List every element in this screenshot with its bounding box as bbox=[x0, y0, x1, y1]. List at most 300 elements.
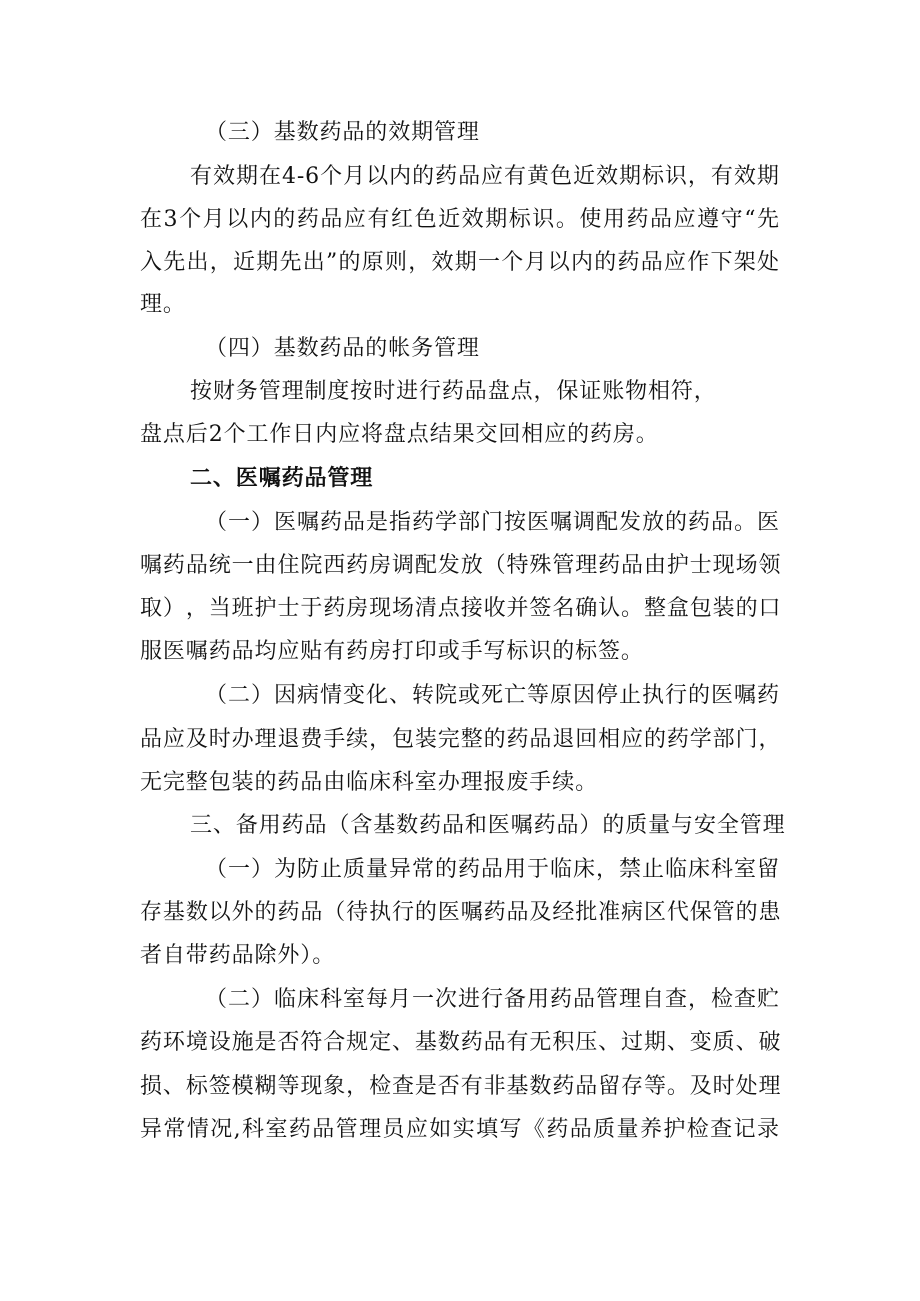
paragraph-line: 盘点后2个工作日内应将盘点结果交回相应的药房。 bbox=[140, 422, 659, 447]
text-glyph: 数 bbox=[185, 900, 209, 925]
text-glyph: 亡 bbox=[504, 683, 527, 708]
text-glyph: 经 bbox=[552, 900, 576, 925]
text-glyph: 药 bbox=[458, 857, 481, 882]
text-glyph: 则 bbox=[385, 250, 408, 275]
text-glyph: 的 bbox=[483, 727, 507, 752]
text-glyph: 效 bbox=[595, 164, 619, 189]
text-glyph: 黄 bbox=[527, 164, 550, 189]
text-glyph: 学 bbox=[435, 510, 458, 535]
text-glyph: ” bbox=[326, 250, 339, 275]
text-glyph: 盒 bbox=[666, 596, 690, 621]
text-glyph: 理 bbox=[762, 813, 786, 838]
text-glyph: 检 bbox=[686, 1117, 710, 1142]
text-glyph: 执 bbox=[369, 900, 392, 925]
text-glyph: 检 bbox=[369, 1074, 392, 1099]
text-glyph: 用 bbox=[602, 207, 626, 232]
text-glyph: 《 bbox=[522, 1117, 546, 1142]
text-glyph: 包 bbox=[391, 727, 415, 752]
text-glyph: 品 bbox=[640, 250, 664, 275]
text-glyph: 药 bbox=[546, 1117, 570, 1142]
text-glyph: 行 bbox=[665, 683, 688, 708]
text-glyph: 的 bbox=[735, 596, 759, 621]
text-glyph: 续 bbox=[346, 727, 370, 752]
text-glyph: 数 bbox=[529, 1074, 553, 1099]
text-glyph: 的 bbox=[338, 250, 362, 275]
section-4-heading: （四）基数药品的帐务管理 bbox=[205, 336, 480, 361]
text-glyph: 基 bbox=[414, 1030, 438, 1055]
text-glyph: 月 bbox=[343, 164, 367, 189]
text-glyph: 死 bbox=[481, 683, 504, 708]
text-glyph: （ bbox=[205, 987, 228, 1012]
text-glyph: 在 bbox=[258, 164, 282, 189]
paragraph-line: 按财务管理制度按时进行药品盘点，保证账物相符， bbox=[190, 379, 717, 404]
text-glyph: 院 bbox=[435, 683, 458, 708]
text-glyph: 设 bbox=[208, 1030, 232, 1055]
text-glyph: 架 bbox=[733, 250, 757, 275]
text-glyph: 相 bbox=[598, 727, 622, 752]
text-glyph: ， bbox=[408, 250, 432, 275]
text-glyph: 变 bbox=[689, 1030, 713, 1055]
text-glyph: 如 bbox=[429, 1117, 453, 1142]
text-glyph: 一 bbox=[478, 250, 501, 275]
text-glyph: 效 bbox=[461, 207, 485, 232]
text-glyph: 执 bbox=[642, 683, 665, 708]
paragraph-line: 服医嘱药品均应贴有药房打印或手写标识的标签。 bbox=[140, 639, 644, 664]
text-glyph: 批 bbox=[575, 900, 599, 925]
text-glyph: 等 bbox=[277, 1074, 301, 1099]
text-glyph: 原 bbox=[550, 683, 573, 708]
text-glyph: 医 bbox=[437, 900, 461, 925]
text-glyph: 药 bbox=[483, 900, 507, 925]
text-glyph: 先 bbox=[279, 250, 303, 275]
text-glyph: 品 bbox=[711, 510, 734, 535]
text-glyph: 或 bbox=[458, 683, 481, 708]
text-glyph: 数 bbox=[437, 1030, 461, 1055]
text-glyph: ， bbox=[758, 727, 782, 752]
text-glyph: “ bbox=[744, 207, 757, 232]
text-glyph: 嘱 bbox=[140, 553, 163, 578]
text-glyph: 药 bbox=[757, 683, 780, 708]
text-glyph: 一 bbox=[231, 553, 255, 578]
text-glyph: 遵 bbox=[697, 207, 721, 232]
text-glyph: 药 bbox=[688, 510, 711, 535]
text-glyph: 床 bbox=[688, 857, 711, 882]
paragraph-line bbox=[205, 985, 780, 1015]
text-glyph: 自 bbox=[642, 987, 665, 1012]
text-glyph: 签 bbox=[529, 596, 553, 621]
text-glyph: ， bbox=[688, 987, 711, 1012]
text-glyph: 期 bbox=[485, 207, 509, 232]
text-glyph: 配 bbox=[596, 510, 619, 535]
chapter-3-heading bbox=[190, 811, 786, 841]
text-glyph: 应 bbox=[673, 207, 697, 232]
text-glyph: 以 bbox=[547, 250, 571, 275]
text-glyph: 月 bbox=[389, 987, 412, 1012]
text-glyph: 近 bbox=[233, 250, 256, 275]
text-glyph: 定 bbox=[369, 1030, 392, 1055]
text-glyph: 糊 bbox=[254, 1074, 278, 1099]
text-glyph: 药 bbox=[552, 1074, 576, 1099]
text-glyph: （ bbox=[327, 813, 351, 838]
text-glyph: 现 bbox=[712, 553, 736, 578]
text-glyph: 期 bbox=[454, 250, 478, 275]
text-glyph: 与 bbox=[671, 813, 694, 838]
text-glyph: 班 bbox=[231, 596, 255, 621]
text-glyph: 的 bbox=[643, 727, 667, 752]
text-glyph: 原 bbox=[361, 250, 385, 275]
text-glyph: 有 bbox=[190, 164, 213, 189]
text-glyph: ） bbox=[251, 987, 274, 1012]
text-glyph: 的 bbox=[735, 900, 759, 925]
text-glyph: 一 bbox=[228, 857, 251, 882]
text-glyph: 药 bbox=[460, 1030, 484, 1055]
text-glyph: 名 bbox=[552, 596, 576, 621]
text-glyph: 场 bbox=[391, 596, 415, 621]
text-glyph: 情 bbox=[186, 1117, 210, 1142]
text-glyph: 收 bbox=[483, 596, 507, 621]
text-glyph: 领 bbox=[758, 553, 782, 578]
text-glyph: 因 bbox=[274, 683, 297, 708]
text-glyph: 先 bbox=[163, 250, 187, 275]
text-glyph: 准 bbox=[598, 900, 622, 925]
text-glyph: 医 bbox=[757, 510, 780, 535]
paragraph-line bbox=[140, 1072, 780, 1102]
text-glyph: 非 bbox=[483, 1074, 507, 1099]
text-glyph: 员 bbox=[382, 1117, 406, 1142]
text-glyph: 查 bbox=[665, 987, 688, 1012]
text-glyph: 质 bbox=[343, 857, 366, 882]
text-glyph: 存 bbox=[140, 900, 163, 925]
text-glyph: 个 bbox=[501, 250, 525, 275]
text-glyph: 效 bbox=[431, 250, 455, 275]
text-glyph: 含 bbox=[350, 813, 374, 838]
text-glyph: 备 bbox=[235, 813, 259, 838]
text-glyph: 管 bbox=[739, 813, 763, 838]
text-glyph: 因 bbox=[573, 683, 596, 708]
text-glyph: 月 bbox=[524, 250, 548, 275]
paragraph-line bbox=[140, 898, 780, 928]
text-glyph: 学 bbox=[689, 727, 713, 752]
text-glyph: 防 bbox=[297, 857, 320, 882]
text-glyph: 质 bbox=[625, 813, 649, 838]
text-glyph: 品 bbox=[481, 857, 504, 882]
text-glyph: 由 bbox=[643, 553, 667, 578]
text-glyph: 品 bbox=[569, 1117, 593, 1142]
text-glyph: 用 bbox=[504, 857, 527, 882]
text-glyph: 品 bbox=[304, 813, 328, 838]
text-glyph: 标 bbox=[641, 164, 665, 189]
text-glyph: 品 bbox=[140, 727, 163, 752]
text-glyph: 。 bbox=[734, 510, 757, 535]
paragraph-line bbox=[205, 681, 780, 711]
text-glyph: ， bbox=[596, 857, 619, 882]
text-glyph: 嘱 bbox=[510, 813, 534, 838]
text-glyph: 留 bbox=[598, 1074, 622, 1099]
text-glyph: 科 bbox=[320, 987, 343, 1012]
text-glyph: 调 bbox=[573, 510, 596, 535]
text-glyph: 现 bbox=[369, 596, 392, 621]
text-glyph: 患 bbox=[758, 900, 782, 925]
text-glyph: 统 bbox=[208, 553, 232, 578]
text-glyph: 殊 bbox=[529, 553, 553, 578]
text-glyph: 理 bbox=[758, 1074, 782, 1099]
text-glyph: 品 bbox=[506, 900, 530, 925]
text-glyph: （ bbox=[483, 553, 507, 578]
text-glyph: 应 bbox=[343, 207, 367, 232]
text-glyph: 整 bbox=[460, 727, 484, 752]
text-glyph: 用 bbox=[527, 987, 550, 1012]
text-glyph: 放 bbox=[460, 553, 484, 578]
text-glyph: 签 bbox=[208, 1074, 232, 1099]
text-glyph: 近 bbox=[438, 207, 462, 232]
text-glyph: 退 bbox=[552, 727, 576, 752]
text-glyph: 装 bbox=[414, 727, 438, 752]
text-glyph: 品 bbox=[575, 1074, 599, 1099]
text-glyph: 并 bbox=[506, 596, 530, 621]
text-glyph: 代 bbox=[666, 900, 690, 925]
text-glyph: 作 bbox=[687, 250, 711, 275]
paragraph-line bbox=[140, 551, 780, 581]
text-glyph: 以 bbox=[208, 900, 232, 925]
text-glyph: 止 bbox=[320, 857, 343, 882]
text-glyph: 嘱 bbox=[734, 683, 757, 708]
text-glyph: ， bbox=[209, 250, 233, 275]
text-glyph: 的 bbox=[602, 813, 626, 838]
text-glyph: 规 bbox=[346, 1030, 370, 1055]
text-glyph: 符 bbox=[300, 1030, 324, 1055]
paragraph-line bbox=[140, 725, 780, 755]
text-glyph: 室 bbox=[343, 987, 366, 1012]
text-glyph: 次 bbox=[435, 987, 458, 1012]
text-glyph: 的 bbox=[412, 164, 435, 189]
text-glyph: 色 bbox=[550, 164, 573, 189]
text-glyph: （ bbox=[205, 683, 228, 708]
text-glyph: 药 bbox=[281, 813, 305, 838]
text-glyph: 药 bbox=[288, 1117, 312, 1142]
text-glyph: 理 bbox=[575, 553, 599, 578]
text-glyph: 识 bbox=[532, 207, 556, 232]
text-glyph: 。 bbox=[621, 596, 644, 621]
text-glyph: 床 bbox=[573, 857, 596, 882]
text-glyph: 药 bbox=[277, 900, 301, 925]
paragraph-line bbox=[205, 855, 780, 885]
text-glyph: 是 bbox=[414, 1074, 438, 1099]
text-glyph: 压 bbox=[575, 1030, 599, 1055]
text-glyph: 部 bbox=[712, 727, 736, 752]
text-glyph: 应 bbox=[481, 164, 504, 189]
paragraph-line bbox=[205, 508, 780, 538]
text-glyph: 的 bbox=[273, 207, 297, 232]
text-glyph: 二 bbox=[228, 683, 251, 708]
text-glyph: ） bbox=[251, 683, 274, 708]
text-glyph: 标 bbox=[185, 1074, 209, 1099]
text-glyph: 停 bbox=[596, 683, 619, 708]
text-glyph: 4-6 bbox=[281, 164, 321, 189]
text-glyph: 期 bbox=[643, 1030, 667, 1055]
text-glyph: 床 bbox=[297, 987, 320, 1012]
text-glyph: 先 bbox=[757, 207, 780, 232]
text-glyph: 临 bbox=[274, 987, 297, 1012]
text-glyph: 药 bbox=[296, 207, 320, 232]
text-glyph: 品 bbox=[556, 813, 580, 838]
text-glyph: 时 bbox=[208, 727, 232, 752]
text-glyph: （ bbox=[323, 900, 347, 925]
text-glyph: 确 bbox=[575, 596, 599, 621]
text-glyph: 入 bbox=[140, 250, 163, 275]
text-glyph: 理 bbox=[254, 727, 278, 752]
text-glyph: 整 bbox=[643, 596, 667, 621]
text-glyph: 变 bbox=[343, 683, 366, 708]
text-glyph: 取 bbox=[140, 596, 163, 621]
text-glyph: 期 bbox=[235, 164, 259, 189]
text-glyph: 品 bbox=[312, 1117, 336, 1142]
text-glyph: 时 bbox=[712, 1074, 736, 1099]
paragraph-line bbox=[140, 594, 780, 624]
text-glyph: 色 bbox=[414, 207, 438, 232]
text-glyph: 费 bbox=[300, 727, 324, 752]
text-glyph: 门 bbox=[481, 510, 504, 535]
section-3-heading: （三）基数药品的效期管理 bbox=[205, 120, 480, 145]
text-glyph: 基 bbox=[373, 813, 397, 838]
text-glyph: 红 bbox=[391, 207, 414, 232]
text-glyph: 基 bbox=[162, 900, 186, 925]
text-glyph: 以 bbox=[366, 164, 390, 189]
text-glyph: 二 bbox=[228, 987, 251, 1012]
text-glyph: 房 bbox=[346, 596, 370, 621]
text-glyph: 医 bbox=[527, 510, 550, 535]
text-glyph: 合 bbox=[323, 1030, 347, 1055]
text-glyph: 过 bbox=[621, 1030, 644, 1055]
text-glyph: 药 bbox=[435, 164, 458, 189]
text-glyph: 的 bbox=[435, 857, 458, 882]
text-glyph: 于 bbox=[300, 596, 324, 621]
text-glyph: 否 bbox=[437, 1074, 461, 1099]
text-glyph: 为 bbox=[274, 857, 297, 882]
text-glyph: 、 bbox=[666, 1030, 690, 1055]
text-glyph: 科 bbox=[711, 857, 734, 882]
text-glyph: 的 bbox=[254, 900, 278, 925]
text-glyph: 特 bbox=[506, 553, 530, 578]
text-glyph: 医 bbox=[487, 813, 511, 838]
text-glyph: 临 bbox=[550, 857, 573, 882]
text-glyph: 指 bbox=[389, 510, 412, 535]
text-glyph: ， bbox=[346, 1074, 370, 1099]
text-glyph: 全 bbox=[716, 813, 740, 838]
text-glyph: 每 bbox=[366, 987, 389, 1012]
text-glyph: 装 bbox=[712, 596, 736, 621]
text-glyph: 品 bbox=[320, 207, 344, 232]
text-glyph: 境 bbox=[185, 1030, 209, 1055]
text-glyph: 录 bbox=[756, 1117, 780, 1142]
text-glyph: 查 bbox=[391, 1074, 415, 1099]
text-glyph: 药 bbox=[162, 553, 186, 578]
text-glyph: 数 bbox=[396, 813, 420, 838]
text-glyph: 况 bbox=[210, 1117, 234, 1142]
text-glyph: 内 bbox=[249, 207, 273, 232]
text-glyph: 破 bbox=[758, 1030, 782, 1055]
text-glyph: 施 bbox=[231, 1030, 255, 1055]
text-glyph: 基 bbox=[506, 1074, 530, 1099]
text-glyph: 行 bbox=[481, 987, 504, 1012]
text-glyph: 、 bbox=[735, 1030, 759, 1055]
text-glyph: 区 bbox=[643, 900, 667, 925]
text-glyph: 3 bbox=[163, 207, 179, 232]
text-glyph: ） bbox=[251, 510, 274, 535]
text-glyph: 实 bbox=[452, 1117, 476, 1142]
text-glyph: 存 bbox=[621, 1074, 644, 1099]
text-glyph: 嘱 bbox=[297, 510, 320, 535]
text-glyph: 有 bbox=[504, 164, 527, 189]
text-glyph: 贮 bbox=[757, 987, 780, 1012]
text-glyph: 填 bbox=[476, 1117, 499, 1142]
text-glyph: 品 bbox=[441, 813, 465, 838]
text-glyph: 放 bbox=[642, 510, 665, 535]
text-glyph: 等 bbox=[527, 683, 550, 708]
text-glyph: 院 bbox=[300, 553, 324, 578]
text-glyph: 外 bbox=[231, 900, 255, 925]
text-glyph: 的 bbox=[665, 510, 688, 535]
paragraph-line: 者自带药品除外）。 bbox=[140, 943, 336, 968]
text-glyph: 药 bbox=[550, 987, 573, 1012]
paragraph-line bbox=[140, 1115, 780, 1145]
text-glyph: 手 bbox=[323, 727, 347, 752]
text-glyph: 管 bbox=[712, 900, 736, 925]
text-glyph: 三 bbox=[190, 813, 213, 838]
text-glyph: 转 bbox=[412, 683, 435, 708]
text-glyph: 异 bbox=[140, 1117, 163, 1142]
text-glyph: 查 bbox=[710, 1117, 734, 1142]
text-glyph: 质 bbox=[593, 1117, 617, 1142]
text-glyph: 的 bbox=[688, 683, 711, 708]
chapter-2-heading: 二、医嘱药品管理 bbox=[190, 466, 374, 491]
text-glyph: 的 bbox=[594, 250, 618, 275]
text-glyph: 等 bbox=[643, 1074, 667, 1099]
text-glyph: 配 bbox=[414, 553, 438, 578]
text-glyph: 及 bbox=[529, 900, 553, 925]
text-glyph: 出 bbox=[302, 250, 326, 275]
text-glyph: 保 bbox=[689, 900, 713, 925]
text-glyph: 医 bbox=[274, 510, 297, 535]
text-glyph: 品 bbox=[343, 510, 366, 535]
text-glyph: 药 bbox=[320, 510, 343, 535]
text-glyph: , bbox=[233, 1117, 242, 1142]
text-glyph: ， bbox=[185, 596, 209, 621]
text-glyph: 有 bbox=[506, 1030, 530, 1055]
text-glyph: 于 bbox=[527, 857, 550, 882]
text-glyph: 回 bbox=[575, 727, 599, 752]
text-glyph: 品 bbox=[458, 164, 481, 189]
text-glyph: 处 bbox=[735, 1074, 759, 1099]
text-glyph: 管 bbox=[596, 987, 619, 1012]
text-glyph: 认 bbox=[598, 596, 622, 621]
text-glyph: 守 bbox=[720, 207, 744, 232]
text-glyph: 无 bbox=[529, 1030, 553, 1055]
text-glyph: 发 bbox=[437, 553, 461, 578]
text-glyph: 和 bbox=[464, 813, 488, 838]
text-glyph: 应 bbox=[664, 250, 687, 275]
text-glyph: 止 bbox=[642, 857, 665, 882]
text-glyph: 出 bbox=[186, 250, 210, 275]
text-glyph: 常 bbox=[412, 857, 435, 882]
text-glyph: 科 bbox=[242, 1117, 265, 1142]
text-glyph: 有 bbox=[367, 207, 391, 232]
text-glyph: 应 bbox=[162, 727, 186, 752]
text-glyph: 药 bbox=[506, 727, 530, 752]
text-glyph: 临 bbox=[665, 857, 688, 882]
text-glyph: 、 bbox=[391, 1030, 415, 1055]
text-glyph: 包 bbox=[689, 596, 713, 621]
text-glyph: 情 bbox=[320, 683, 343, 708]
